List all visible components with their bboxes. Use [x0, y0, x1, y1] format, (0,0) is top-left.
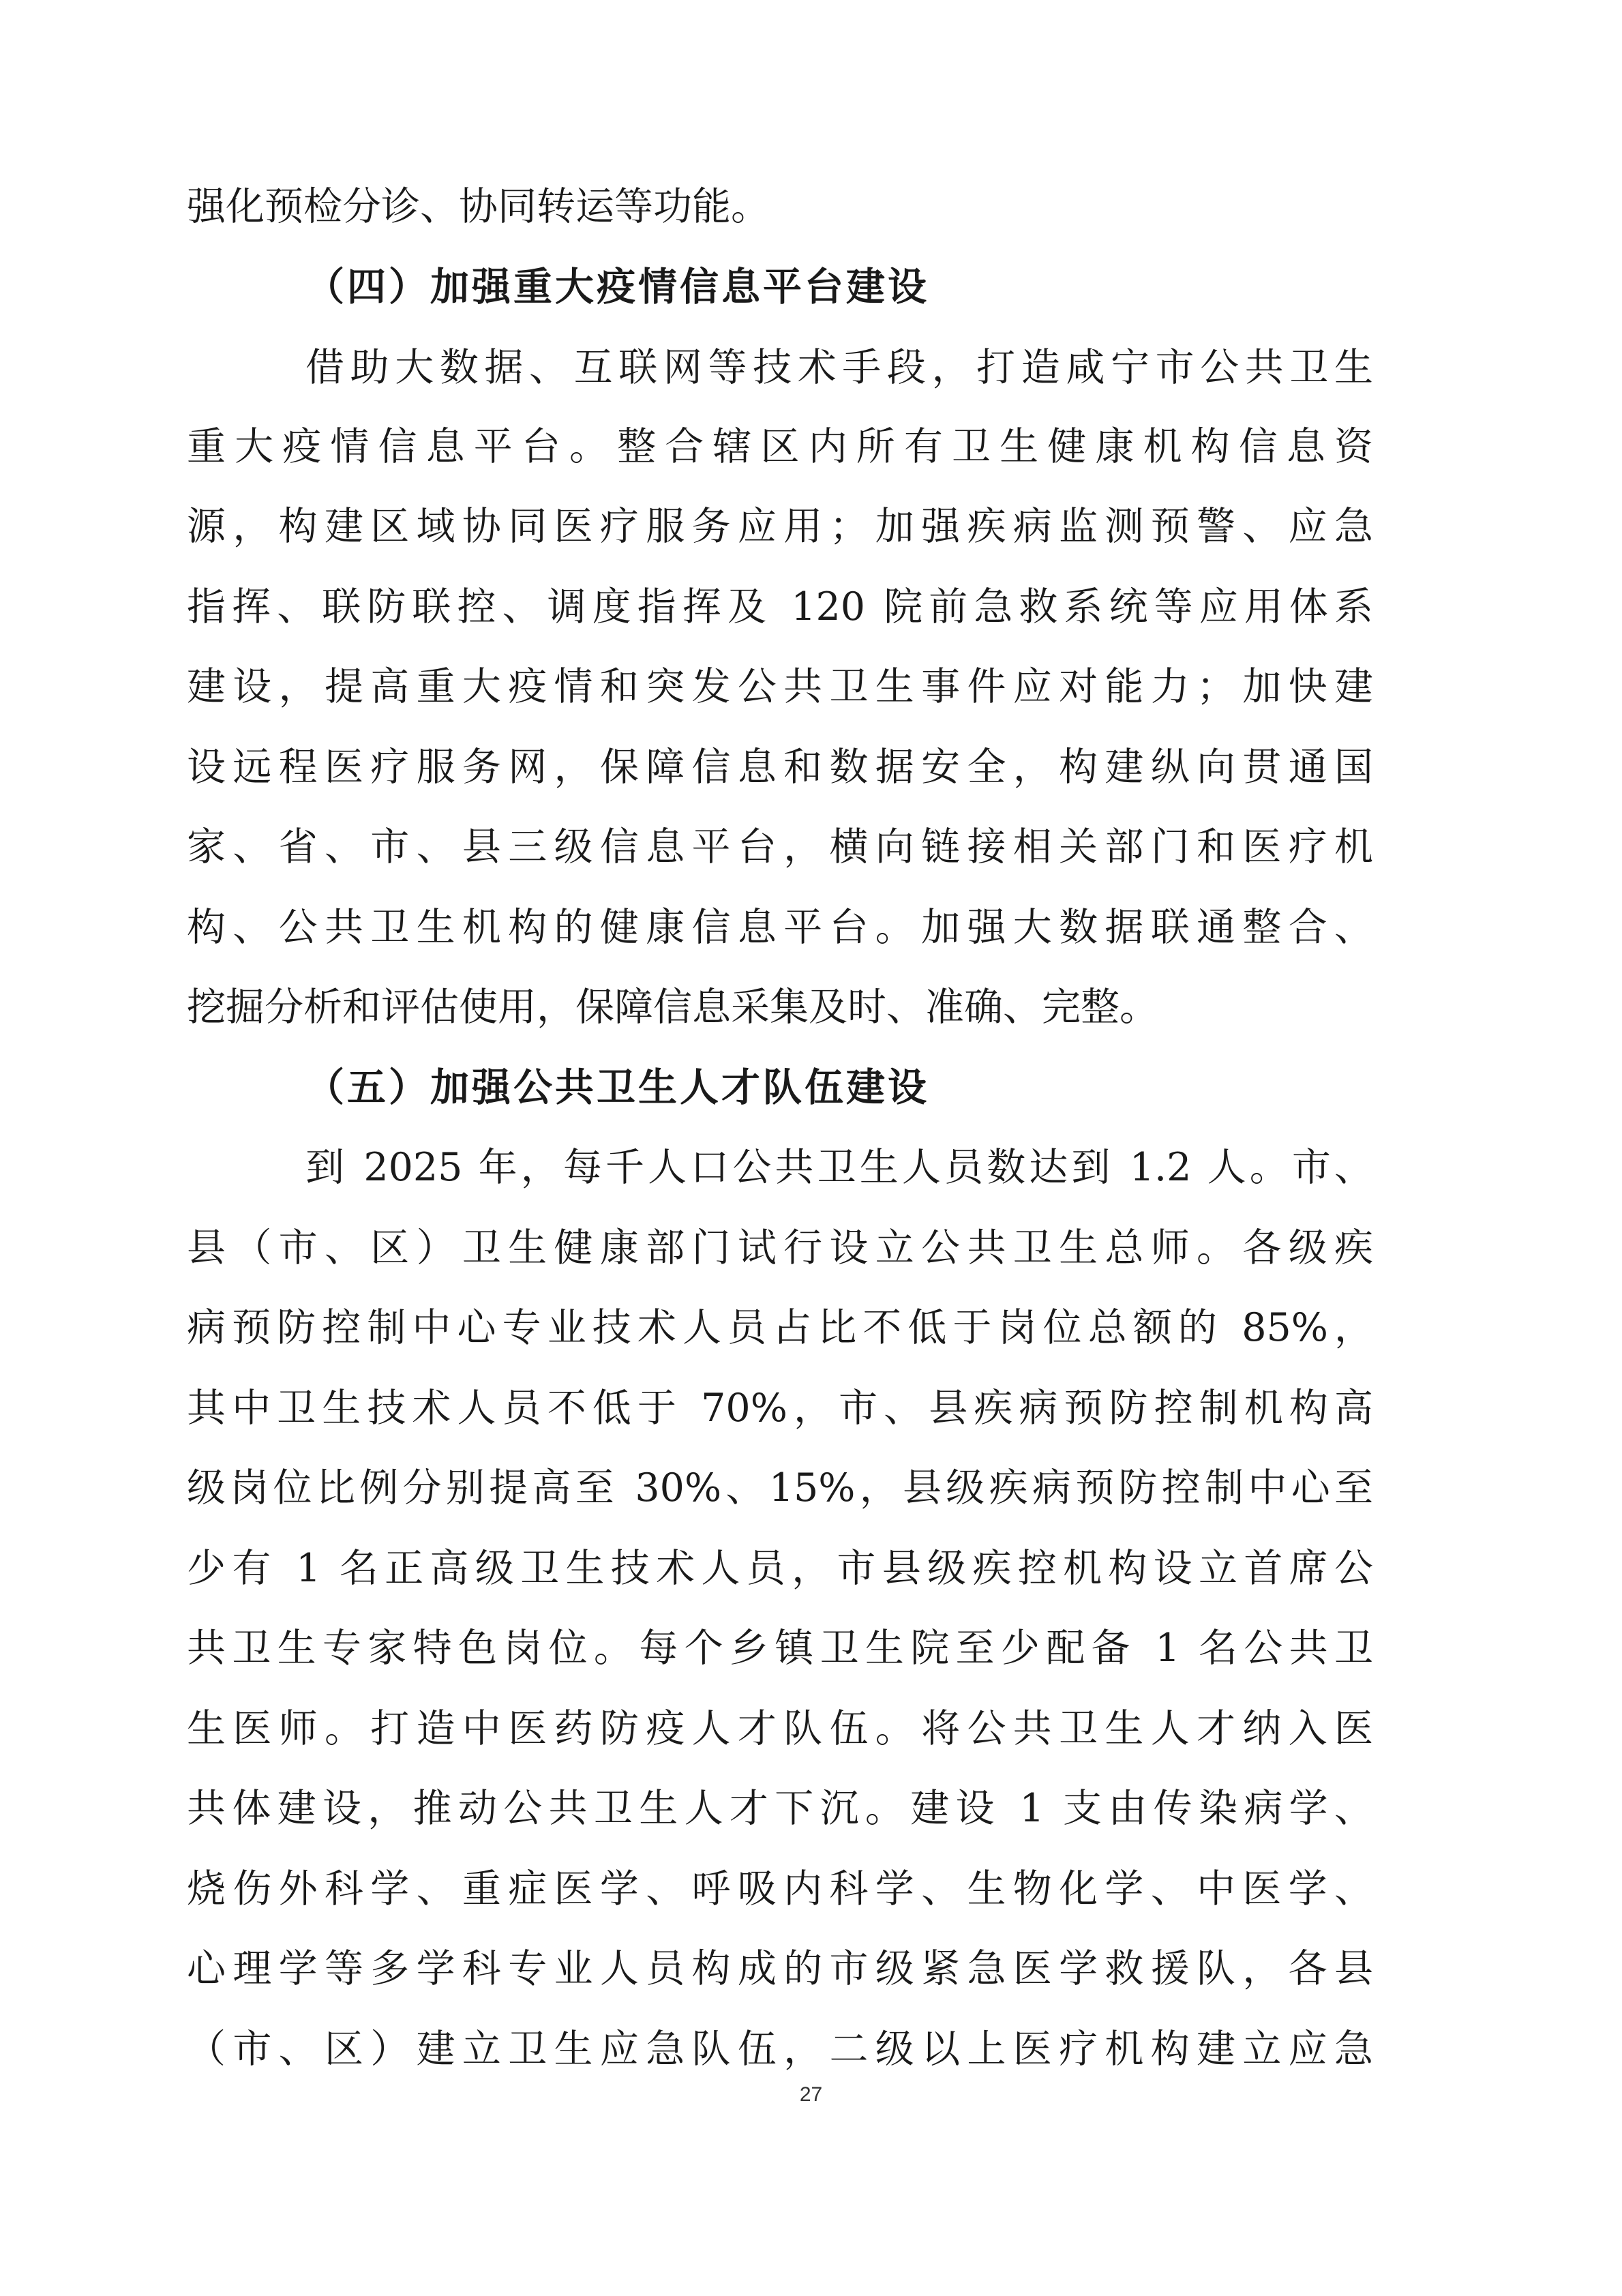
- body-text-line: 强化预检分诊、协同转运等功能。: [187, 184, 770, 229]
- body-text-line: 指挥、联防联控、调度指挥及 120 院前急救系统等应用体系: [187, 584, 1373, 629]
- body-text-line: （市、区）建立卫生应急队伍，二级以上医疗机构建立应急: [187, 2027, 1373, 2072]
- page-number: 27: [799, 2083, 823, 2106]
- body-text-line: 级岗位比例分别提高至 30%、15%，县级疾病预防控制中心至: [187, 1465, 1373, 1510]
- body-text-line: 设远程医疗服务网，保障信息和数据安全，构建纵向贯通国: [187, 745, 1373, 790]
- body-text-line: 县（市、区）卫生健康部门试行设立公共卫生总师。各级疾: [187, 1225, 1373, 1270]
- section-heading-4: （四）加强重大疫情信息平台建设: [305, 265, 929, 310]
- body-text-line: 烧伤外科学、重症医学、呼吸内科学、生物化学、中医学、: [187, 1866, 1373, 1911]
- body-text-line: 借助大数据、互联网等技术手段，打造咸宁市公共卫生: [305, 345, 1373, 390]
- body-text-line: 挖掘分析和评估使用，保障信息采集及时、准确、完整。: [187, 985, 1158, 1030]
- body-text-line: 建设，提高重大疫情和突发公共卫生事件应对能力；加快建: [187, 664, 1373, 709]
- body-text-line: 家、省、市、县三级信息平台，横向链接相关部门和医疗机: [187, 824, 1373, 869]
- body-text-line: 生医师。打造中医药防疫人才队伍。将公共卫生人才纳入医: [187, 1706, 1373, 1751]
- body-text-line: 少有 1 名正高级卫生技术人员，市县级疾控机构设立首席公: [187, 1546, 1373, 1591]
- body-text-line: 病预防控制中心专业技术人员占比不低于岗位总额的 85%，: [187, 1305, 1373, 1350]
- body-text-line: 其中卫生技术人员不低于 70%，市、县疾病预防控制机构高: [187, 1386, 1373, 1431]
- body-text-line: 共体建设，推动公共卫生人才下沉。建设 1 支由传染病学、: [187, 1786, 1373, 1831]
- section-heading-5: （五）加强公共卫生人才队伍建设: [305, 1065, 929, 1110]
- body-text-line: 心理学等多学科专业人员构成的市级紧急医学救援队，各县: [187, 1946, 1373, 1991]
- body-text-line: 构、公共卫生机构的健康信息平台。加强大数据联通整合、: [187, 905, 1373, 950]
- body-text-line: 源，构建区域协同医疗服务应用；加强疾病监测预警、应急: [187, 504, 1373, 549]
- body-text-line: 共卫生专家特色岗位。每个乡镇卫生院至少配备 1 名公共卫: [187, 1626, 1373, 1671]
- body-text-line: 重大疫情信息平台。整合辖区内所有卫生健康机构信息资: [187, 424, 1373, 469]
- body-text-line: 到 2025 年，每千人口公共卫生人员数达到 1.2 人。市、: [305, 1145, 1373, 1190]
